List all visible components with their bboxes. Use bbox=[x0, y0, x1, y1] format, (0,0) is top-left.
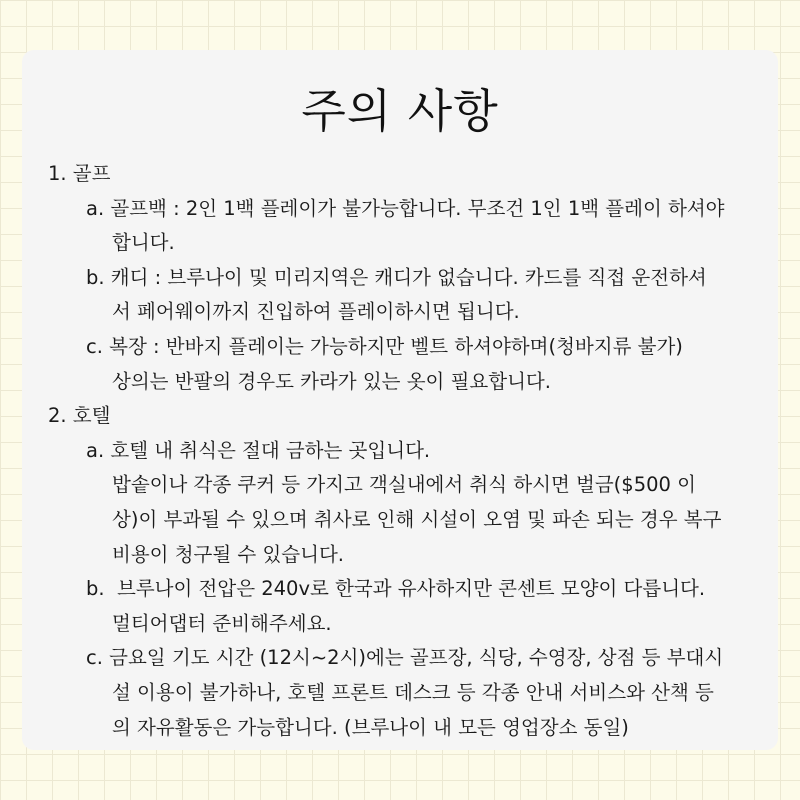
section-heading: 1. 골프 bbox=[48, 162, 111, 185]
item-text: 합니다. bbox=[112, 231, 175, 255]
item-marker: c. bbox=[86, 334, 110, 358]
item-text: 상의는 반팔의 경우도 카라가 있는 옷이 필요합니다. bbox=[112, 369, 551, 393]
item-text: 비용이 청구될 수 있습니다. bbox=[112, 542, 345, 566]
item-marker: b. bbox=[86, 577, 111, 601]
section-1 bbox=[42, 157, 762, 399]
item-marker: c. bbox=[86, 646, 110, 670]
item-text: 브루나이 전압은 240v로 한국과 유사하지만 콘센트 모양이 다릅니다. bbox=[110, 577, 706, 601]
item-text: 멀티어댑터 준비해주세요. bbox=[112, 611, 332, 635]
item-text: 의 자유활동은 가능합니다. (브루나이 내 모든 영업장소 동일) bbox=[112, 715, 629, 739]
item-text: 서 페어웨이까지 진입하여 플레이하시면 됩니다. bbox=[112, 300, 520, 324]
item-text: 밥솥이나 각종 쿠커 등 가지고 객실내에서 취식 하시면 벌금($500 이 bbox=[112, 473, 696, 497]
notice-content bbox=[42, 157, 762, 745]
section-heading: 2. 호텔 bbox=[48, 404, 111, 428]
item-marker: a. bbox=[86, 196, 111, 220]
list-item bbox=[42, 641, 762, 745]
item-text: 복장 : 반바지 플레이는 가능하지만 벨트 하셔야하며(청바지류 불가) bbox=[109, 334, 683, 358]
section-list bbox=[42, 157, 762, 745]
list-item bbox=[42, 572, 762, 641]
item-marker: b. bbox=[86, 265, 111, 289]
section-2 bbox=[42, 399, 762, 745]
page-title: 주의 사항 bbox=[301, 84, 499, 138]
item-text: 호텔 내 취식은 절대 금하는 곳입니다. bbox=[110, 438, 431, 462]
notice-card bbox=[22, 50, 778, 750]
list-item bbox=[42, 192, 762, 261]
item-marker: a. bbox=[86, 438, 111, 462]
list-item bbox=[42, 330, 762, 399]
list-item bbox=[42, 261, 762, 330]
list-item bbox=[42, 434, 762, 572]
item-text: 골프백 : 2인 1백 플레이가 불가능합니다. 무조건 1인 1백 플레이 하셔야 bbox=[110, 196, 725, 220]
item-text: 상)이 부과될 수 있으며 취사로 인해 시설이 오염 및 파손 되는 경우 복구 bbox=[112, 507, 722, 531]
item-text: 금요일 기도 시간 (12시~2시)에는 골프장, 식당, 수영장, 상점 등 부대시 bbox=[109, 646, 724, 670]
item-text: 캐디 : 브루나이 및 미리지역은 캐디가 없습니다. 카드를 직접 운전하셔 bbox=[110, 265, 707, 289]
item-text: 설 이용이 불가하나, 호텔 프론트 데스크 등 각종 안내 서비스와 산책 등 bbox=[112, 680, 714, 704]
